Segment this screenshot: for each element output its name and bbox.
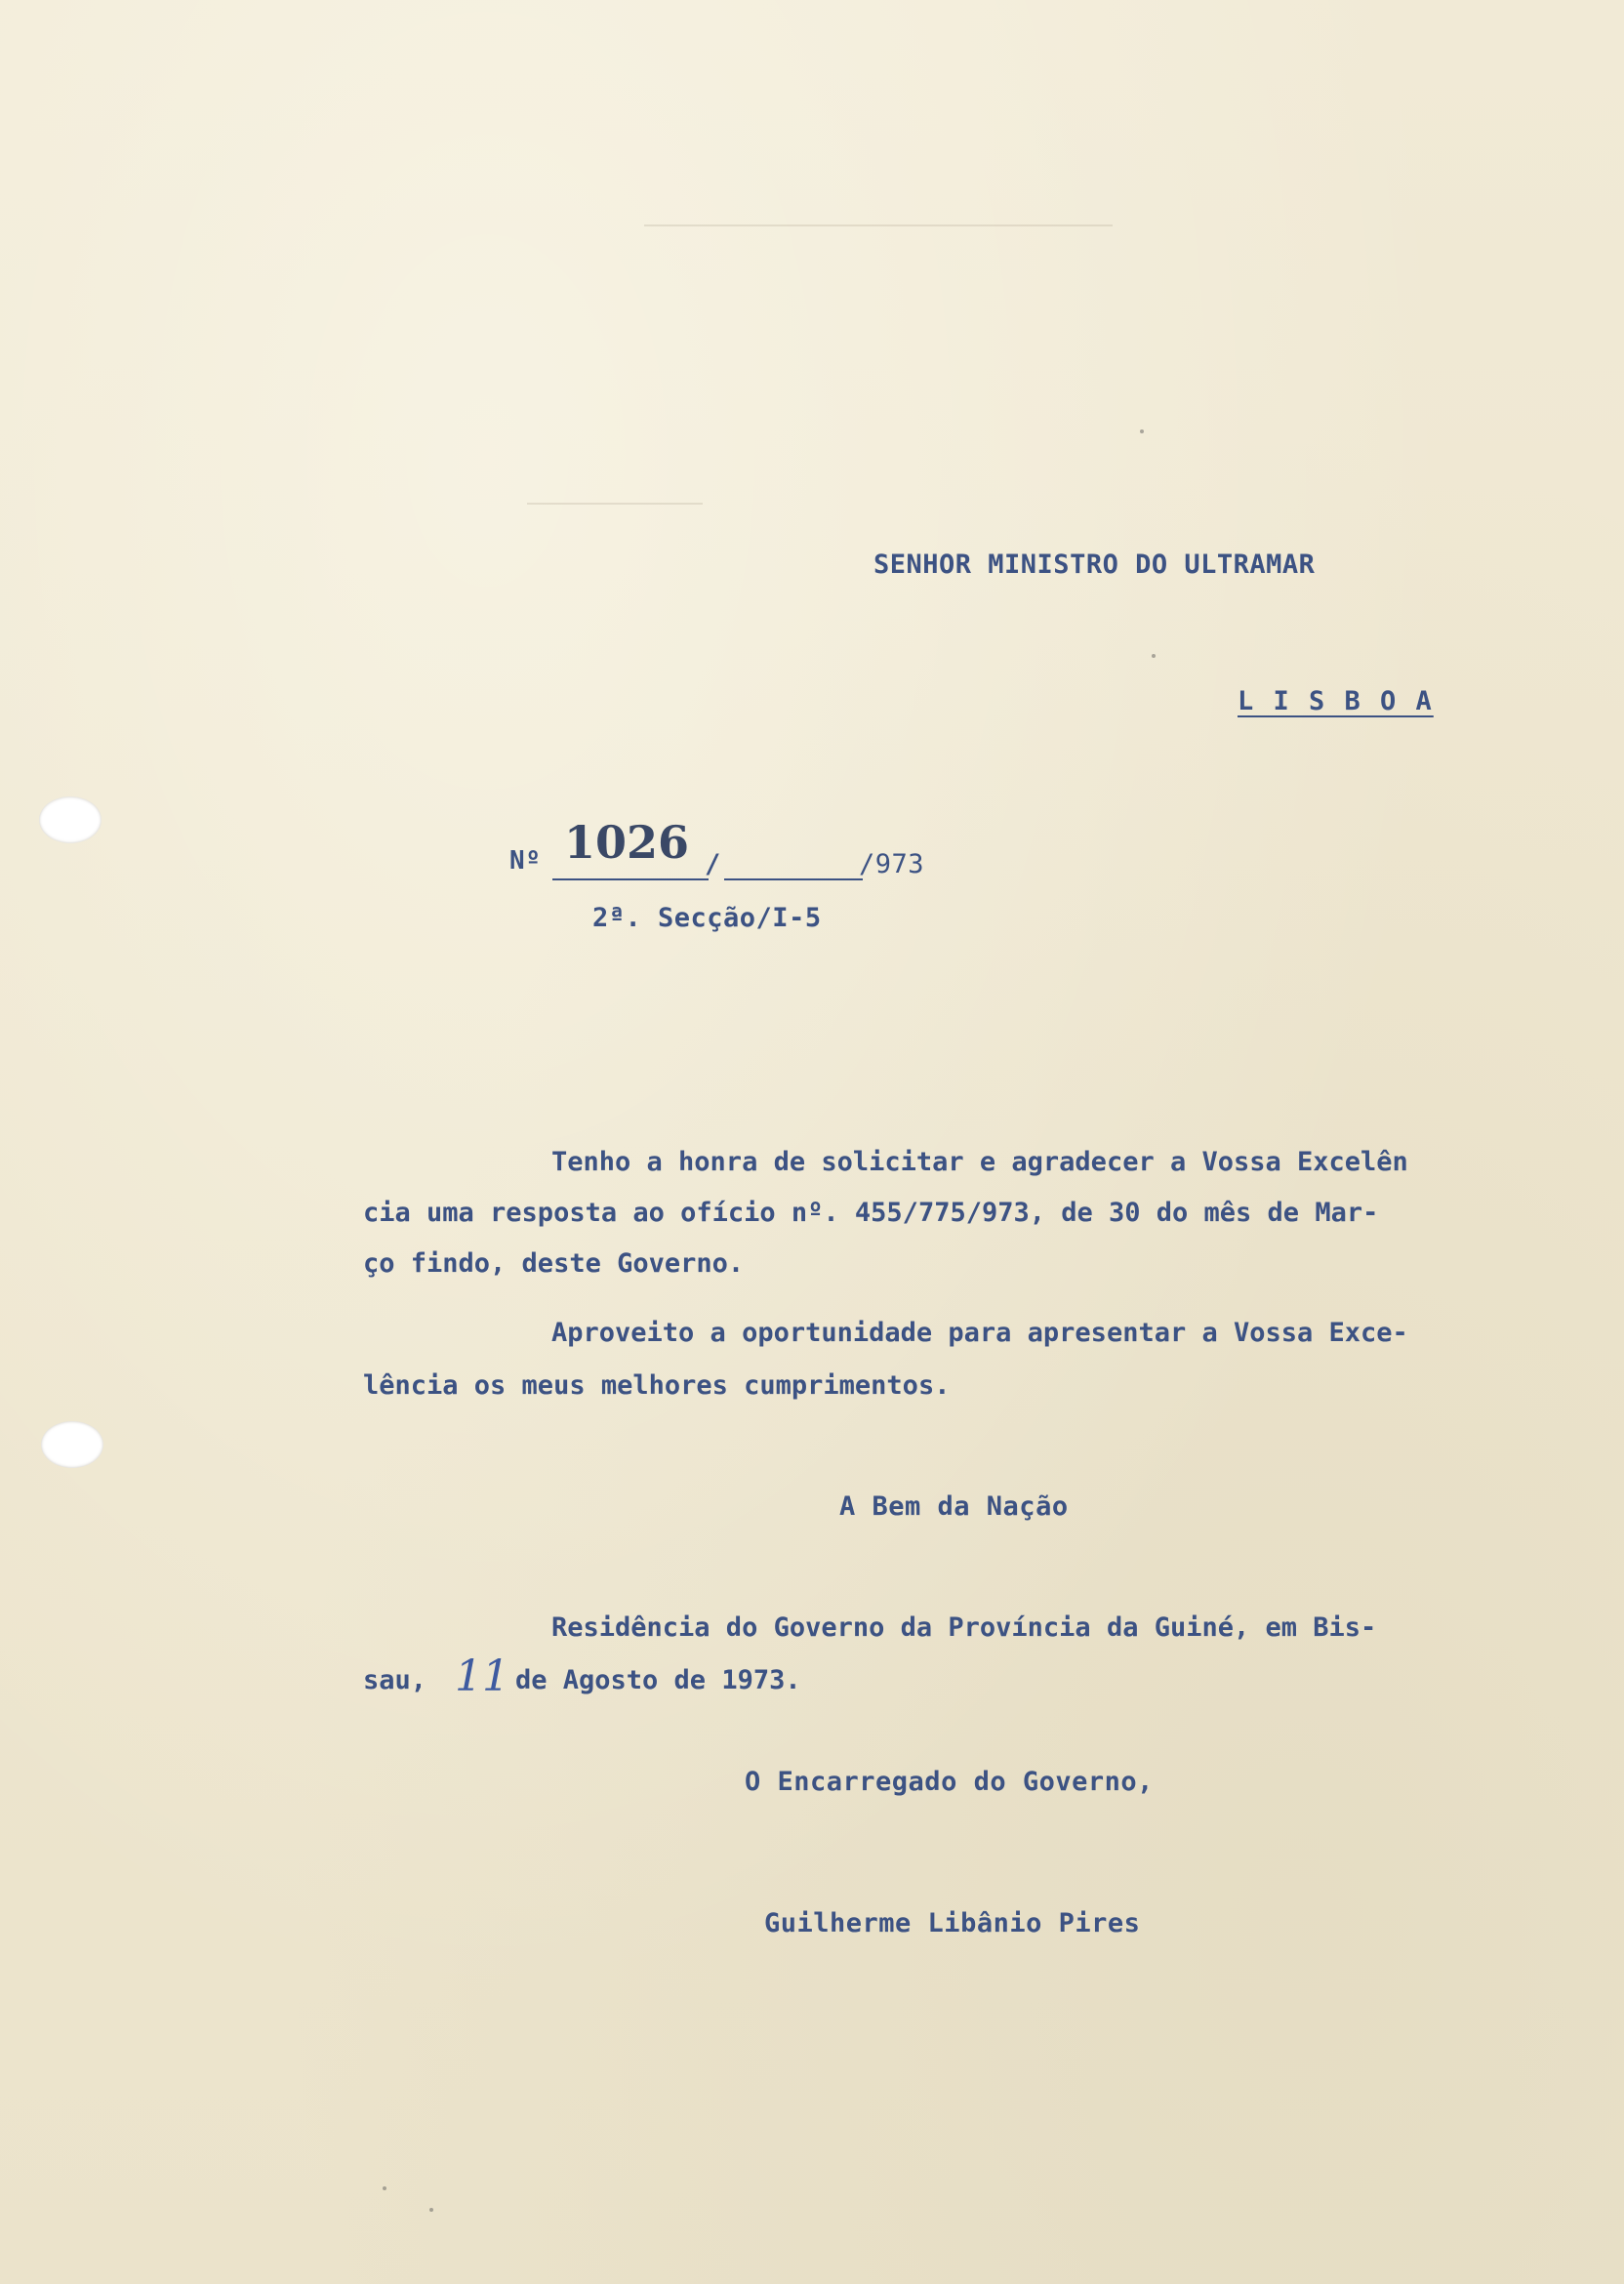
signer-title: O Encarregado do Governo, <box>745 1767 1154 1797</box>
body-paragraph-1-line-2: cia uma resposta ao ofício nº. 455/775/973, de 30 do mês de Mar- <box>363 1198 1379 1228</box>
reference-year: /973 <box>859 849 925 879</box>
paper-speck <box>429 2208 433 2212</box>
body-paragraph-1-line-1: Tenho a honra de solicitar e agradecer a Vossa Excelên <box>551 1147 1408 1177</box>
paper-speck <box>1152 654 1156 658</box>
reference-prefix: Nº <box>509 846 542 876</box>
signer-name: Guilherme Libânio Pires <box>764 1908 1141 1938</box>
paper-speck <box>383 2186 386 2190</box>
handwritten-day: 11 <box>455 1652 509 1701</box>
addressee: SENHOR MINISTRO DO ULTRAMAR <box>873 550 1316 580</box>
bleed-through-line <box>644 224 1113 226</box>
bleed-through-line <box>527 503 703 505</box>
paper-speck <box>1140 429 1144 433</box>
section-reference: 2ª. Secção/I-5 <box>592 903 822 933</box>
reference-number-line <box>552 878 709 880</box>
reference-separator: / <box>705 849 721 879</box>
closing-formula: A Bem da Nação <box>839 1491 1069 1522</box>
punch-hole-top <box>39 796 102 843</box>
place-date-line-1: Residência do Governo da Província da Guiné, em Bis- <box>551 1612 1377 1643</box>
place-date-suffix: de Agosto de 1973. <box>515 1665 801 1695</box>
body-paragraph-1-line-3: ço findo, deste Governo. <box>363 1248 745 1279</box>
city: L I S B O A <box>1238 686 1434 716</box>
body-paragraph-2-line-1: Aproveito a oportunidade para apresentar a Vossa Exce- <box>551 1318 1408 1348</box>
reference-blank-line <box>724 878 863 880</box>
body-paragraph-2-line-2: lência os meus melhores cumprimentos. <box>363 1370 951 1401</box>
punch-hole-bottom <box>41 1421 103 1468</box>
reference-number: 1026 <box>564 816 690 869</box>
place-date-prefix: sau, <box>363 1665 427 1695</box>
